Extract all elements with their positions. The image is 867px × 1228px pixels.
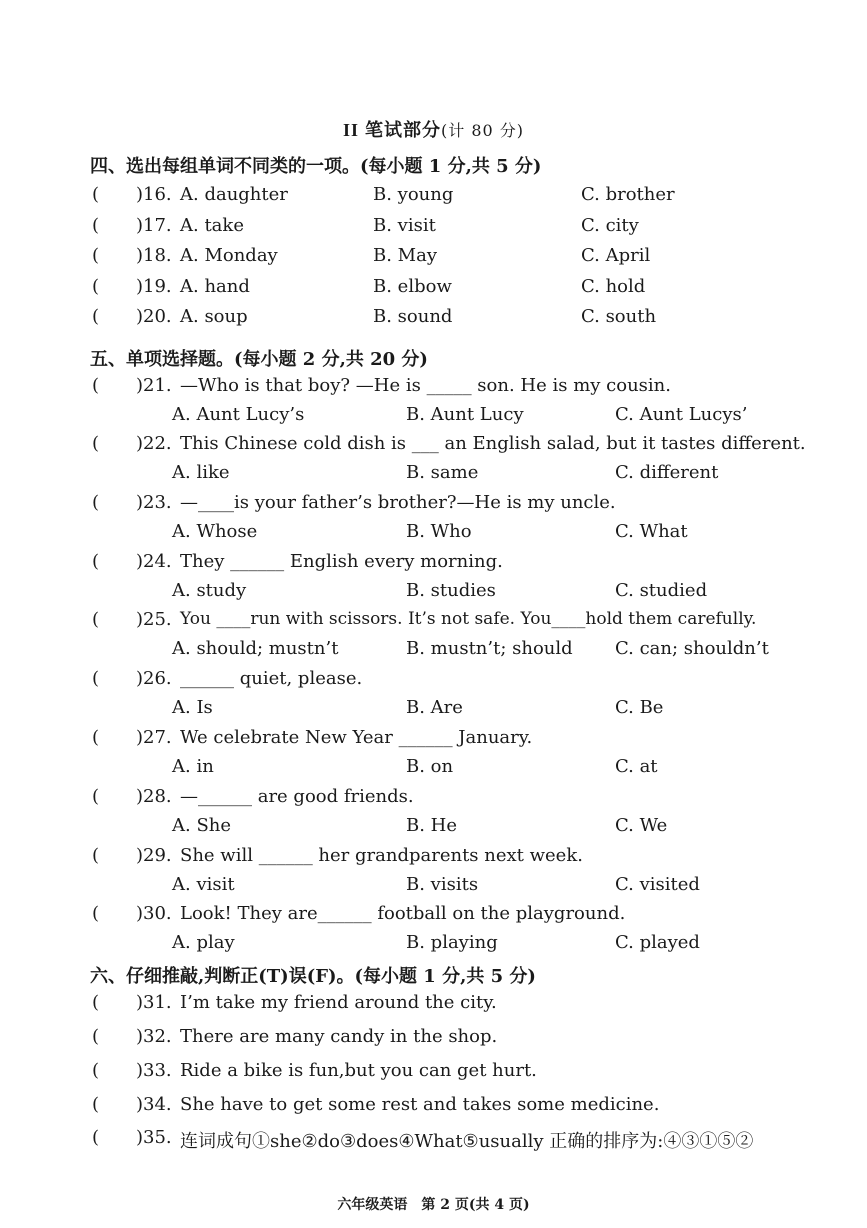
question-number: )22. bbox=[136, 433, 172, 454]
question-row bbox=[0, 1026, 867, 1054]
option-a: A. like bbox=[172, 462, 230, 483]
question-stem: 连词成句①she②do③does④What⑤usually 正确的排序为:④③①⑤② bbox=[180, 1131, 754, 1152]
option-a: A. soup bbox=[180, 306, 248, 327]
question-row bbox=[0, 727, 867, 755]
question-number: )28. bbox=[136, 786, 172, 807]
answer-blank-open: ( bbox=[92, 1127, 100, 1148]
option-b: B. on bbox=[406, 756, 454, 777]
answer-blank-open: ( bbox=[92, 903, 100, 924]
section-4-heading: 四、选出每组单词不同类的一项。(每小题 1 分,共 5 分) bbox=[90, 156, 542, 177]
question-row bbox=[0, 903, 867, 931]
question-stem: —____is your father’s brother?—He is my uncle. bbox=[180, 492, 616, 513]
answer-blank-open: ( bbox=[92, 1060, 100, 1081]
question-number: )33. bbox=[136, 1060, 172, 1081]
answer-blank-open: ( bbox=[92, 551, 100, 572]
option-b: B. visits bbox=[406, 874, 479, 895]
options-row bbox=[0, 756, 867, 784]
question-row bbox=[0, 1094, 867, 1122]
question-number: )26. bbox=[136, 668, 172, 689]
question-stem: There are many candy in the shop. bbox=[180, 1026, 498, 1047]
option-c: C. Be bbox=[615, 697, 664, 718]
question-stem: We celebrate New Year ______ January. bbox=[180, 727, 533, 748]
question-stem: —Who is that boy? —He is _____ son. He is my cousin. bbox=[180, 375, 671, 396]
question-row bbox=[0, 786, 867, 814]
option-c: C. can; shouldn’t bbox=[615, 638, 769, 659]
question-row bbox=[0, 184, 867, 212]
page-title bbox=[0, 116, 867, 142]
options-row bbox=[0, 404, 867, 432]
question-row bbox=[0, 375, 867, 403]
question-stem: Look! They are______ football on the playground. bbox=[180, 903, 626, 924]
option-b: B. visit bbox=[373, 215, 436, 236]
answer-blank-open: ( bbox=[92, 276, 100, 297]
question-number: )34. bbox=[136, 1094, 172, 1115]
option-a: A. She bbox=[172, 815, 232, 836]
option-b: B. playing bbox=[406, 932, 498, 953]
answer-blank-open: ( bbox=[92, 1094, 100, 1115]
option-b: B. Who bbox=[406, 521, 472, 542]
option-c: C. south bbox=[581, 306, 657, 327]
question-stem: You ____run with scissors. It’s not safe. You____hold them carefully. bbox=[180, 609, 757, 629]
option-c: C. at bbox=[615, 756, 658, 777]
option-a: A. Aunt Lucy’s bbox=[172, 404, 305, 425]
question-stem: She will ______ her grandparents next week. bbox=[180, 845, 583, 866]
question-number: )24. bbox=[136, 551, 172, 572]
options-row bbox=[0, 521, 867, 549]
option-a: A. in bbox=[172, 756, 214, 777]
option-c: C. brother bbox=[581, 184, 675, 205]
option-a: A. Is bbox=[172, 697, 213, 718]
question-number: )32. bbox=[136, 1026, 172, 1047]
title-roman-numeral: II bbox=[342, 120, 359, 140]
option-a: A. visit bbox=[172, 874, 235, 895]
question-stem: I’m take my friend around the city. bbox=[180, 992, 497, 1013]
answer-blank-open: ( bbox=[92, 492, 100, 513]
question-number: )35. bbox=[136, 1127, 172, 1148]
answer-blank-open: ( bbox=[92, 786, 100, 807]
page-footer: 六年级英语 第 2 页(共 4 页) bbox=[337, 1197, 530, 1213]
option-a: A. take bbox=[180, 215, 244, 236]
option-a: A. play bbox=[172, 932, 235, 953]
options-row bbox=[0, 462, 867, 490]
title-score: (计 80 分) bbox=[440, 121, 525, 140]
question-row bbox=[0, 992, 867, 1020]
question-row bbox=[0, 609, 867, 637]
option-c: C. studied bbox=[615, 580, 708, 601]
option-c: C. We bbox=[615, 815, 668, 836]
option-c: C. hold bbox=[581, 276, 646, 297]
question-number: )27. bbox=[136, 727, 172, 748]
options-row bbox=[0, 638, 867, 666]
answer-blank-open: ( bbox=[92, 215, 100, 236]
question-number: )31. bbox=[136, 992, 172, 1013]
question-number: )17. bbox=[136, 215, 172, 236]
question-row bbox=[0, 306, 867, 334]
option-c: C. April bbox=[581, 245, 651, 266]
answer-blank-open: ( bbox=[92, 1026, 100, 1047]
question-number: )23. bbox=[136, 492, 172, 513]
answer-blank-open: ( bbox=[92, 245, 100, 266]
question-stem: Ride a bike is fun,but you can get hurt. bbox=[180, 1060, 537, 1081]
option-b: B. young bbox=[373, 184, 454, 205]
option-b: B. May bbox=[373, 245, 438, 266]
options-row bbox=[0, 932, 867, 960]
question-row bbox=[0, 551, 867, 579]
answer-blank-open: ( bbox=[92, 184, 100, 205]
option-b: B. sound bbox=[373, 306, 453, 327]
question-number: )25. bbox=[136, 609, 172, 630]
question-number: )18. bbox=[136, 245, 172, 266]
option-b: B. He bbox=[406, 815, 458, 836]
option-a: A. daughter bbox=[180, 184, 288, 205]
option-b: B. Aunt Lucy bbox=[406, 404, 524, 425]
question-number: )19. bbox=[136, 276, 172, 297]
question-row bbox=[0, 276, 867, 304]
question-stem: They ______ English every morning. bbox=[180, 551, 503, 572]
option-b: B. elbow bbox=[373, 276, 452, 297]
option-a: A. Whose bbox=[172, 521, 258, 542]
option-c: C. city bbox=[581, 215, 639, 236]
question-number: )20. bbox=[136, 306, 172, 327]
question-row bbox=[0, 433, 867, 461]
question-row bbox=[0, 1127, 867, 1155]
question-number: )21. bbox=[136, 375, 172, 396]
title-text: 笔试部分 bbox=[364, 120, 441, 141]
question-stem: ______ quiet, please. bbox=[180, 668, 363, 689]
options-row bbox=[0, 815, 867, 843]
answer-blank-open: ( bbox=[92, 609, 100, 630]
section-6-heading: 六、仔细推敲,判断正(T)误(F)。(每小题 1 分,共 5 分) bbox=[90, 966, 536, 987]
question-row bbox=[0, 215, 867, 243]
question-row bbox=[0, 492, 867, 520]
question-number: )29. bbox=[136, 845, 172, 866]
question-row bbox=[0, 245, 867, 273]
option-b: B. studies bbox=[406, 580, 496, 601]
question-row bbox=[0, 1060, 867, 1088]
answer-blank-open: ( bbox=[92, 727, 100, 748]
options-row bbox=[0, 580, 867, 608]
answer-blank-open: ( bbox=[92, 375, 100, 396]
question-row bbox=[0, 845, 867, 873]
option-b: B. mustn’t; should bbox=[406, 638, 573, 659]
option-a: A. Monday bbox=[180, 245, 278, 266]
answer-blank-open: ( bbox=[92, 306, 100, 327]
question-stem: She have to get some rest and takes some medicine. bbox=[180, 1094, 660, 1115]
answer-blank-open: ( bbox=[92, 433, 100, 454]
option-a: A. should; mustn’t bbox=[172, 638, 339, 659]
option-c: C. Aunt Lucys’ bbox=[615, 404, 748, 425]
options-row bbox=[0, 874, 867, 902]
question-number: )16. bbox=[136, 184, 172, 205]
answer-blank-open: ( bbox=[92, 668, 100, 689]
answer-blank-open: ( bbox=[92, 992, 100, 1013]
option-c: C. What bbox=[615, 521, 688, 542]
option-b: B. Are bbox=[406, 697, 463, 718]
option-c: C. visited bbox=[615, 874, 700, 895]
question-row bbox=[0, 668, 867, 696]
option-c: C. different bbox=[615, 462, 719, 483]
section-5-heading: 五、单项选择题。(每小题 2 分,共 20 分) bbox=[90, 349, 428, 370]
option-a: A. hand bbox=[180, 276, 250, 297]
answer-blank-open: ( bbox=[92, 845, 100, 866]
question-stem: —______ are good friends. bbox=[180, 786, 414, 807]
option-a: A. study bbox=[172, 580, 247, 601]
options-row bbox=[0, 697, 867, 725]
question-number: )30. bbox=[136, 903, 172, 924]
option-b: B. same bbox=[406, 462, 479, 483]
question-stem: This Chinese cold dish is ___ an English salad, but it tastes different. bbox=[180, 433, 806, 454]
option-c: C. played bbox=[615, 932, 700, 953]
